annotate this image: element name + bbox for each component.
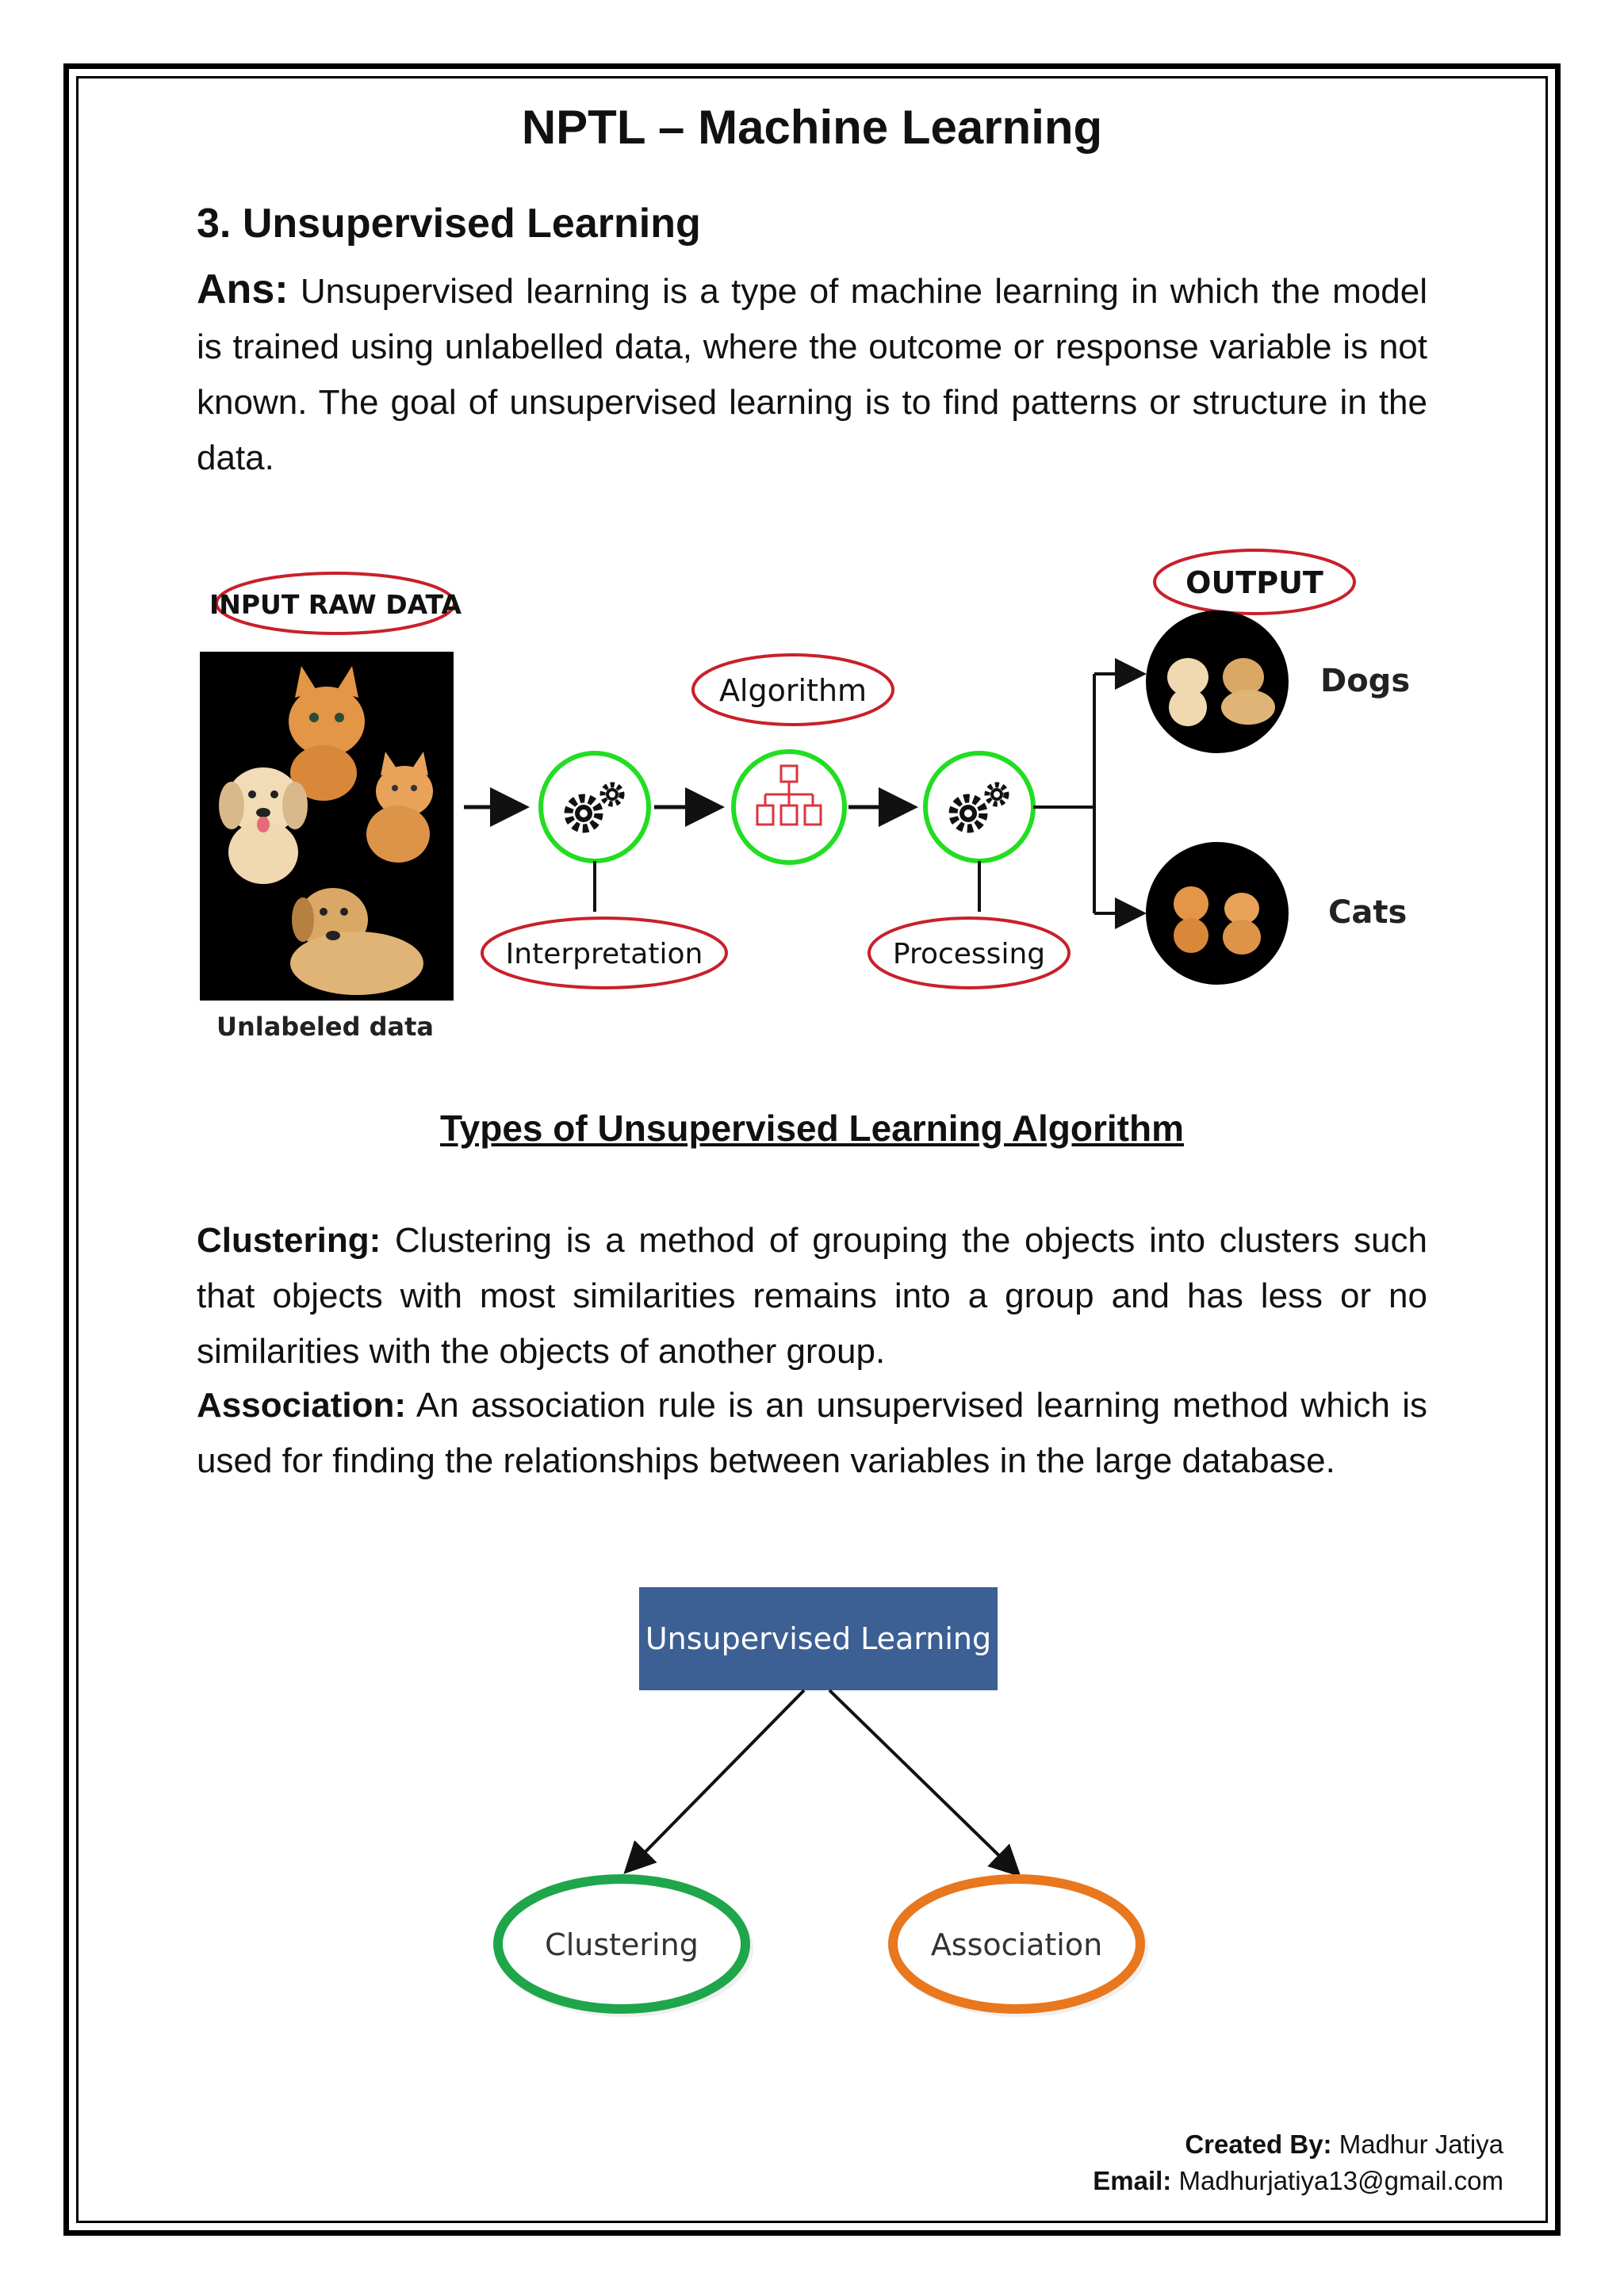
clustering-label: Clustering: (197, 1221, 381, 1260)
unsupervised-flow-diagram (190, 539, 1459, 1062)
created-by-label: Created By: (1185, 2130, 1332, 2159)
svg-text:Association: Association (930, 1927, 1103, 1962)
email-value: Madhurjatiya13@gmail.com (1178, 2166, 1503, 2195)
association-text: An association rule is an unsupervised learning method which is used for finding the relationships between variables in the large database. (197, 1386, 1427, 1480)
association-paragraph (197, 1378, 1427, 1489)
association-label: Association: (197, 1386, 407, 1425)
interpretation-gears-icon (541, 753, 649, 861)
input-raw-data-label (209, 573, 462, 633)
tree-arrow (829, 1690, 1017, 1873)
answer-label: Ans: (197, 266, 289, 312)
svg-text:OUTPUT: OUTPUT (1185, 565, 1323, 600)
svg-text:Clustering: Clustering (545, 1927, 699, 1962)
footer-created-by (1185, 2130, 1503, 2160)
clustering-node (496, 1879, 753, 2017)
cats-output-icon (1146, 842, 1289, 985)
algorithm-hierarchy-icon (733, 752, 845, 863)
created-by-name: Madhur Jatiya (1339, 2130, 1503, 2159)
svg-text:Processing: Processing (892, 938, 1046, 970)
types-heading: Types of Unsupervised Learning Algorithm (439, 1108, 1184, 1149)
section-heading: 3. Unsupervised Learning (197, 201, 701, 247)
unsupervised-types-diagram (444, 1570, 1174, 2045)
cats-label: Cats (1328, 894, 1408, 931)
dogs-label: Dogs (1320, 663, 1411, 699)
processing-label (869, 918, 1069, 988)
processing-gears-icon (925, 753, 1033, 861)
output-label (1155, 550, 1354, 614)
clustering-paragraph (197, 1213, 1427, 1380)
tree-arrow (628, 1690, 804, 1869)
answer-text: Unsupervised learning is a type of machine learning in which the model is trained using unlabelled data, where the outcome or response variable is not known. The goal of unsupervised learning is to find patterns or structure in the data. (197, 272, 1427, 477)
clustering-text: Clustering is a method of grouping the objects into clusters such that objects with most similarities remains into a group and has less or no similarities with the objects of another group. (197, 1221, 1427, 1371)
footer-email (1093, 2166, 1503, 2196)
svg-text:Algorithm: Algorithm (718, 673, 868, 708)
svg-text:Unsupervised Learning: Unsupervised Learning (645, 1621, 992, 1656)
dogs-output-icon (1146, 610, 1289, 753)
answer-paragraph (197, 262, 1427, 486)
unsupervised-learning-node (639, 1587, 998, 1690)
puppy-illustration (219, 767, 308, 884)
association-node (891, 1879, 1148, 2017)
document-title: NPTL – Machine Learning (521, 101, 1103, 154)
interpretation-label (482, 918, 726, 988)
unlabeled-data-image (200, 652, 454, 1001)
svg-text:INPUT RAW DATA: INPUT RAW DATA (209, 589, 462, 620)
algorithm-label (693, 655, 893, 725)
svg-text:Interpretation: Interpretation (505, 938, 703, 970)
unlabeled-data-caption: Unlabeled data (216, 1012, 435, 1042)
email-label: Email: (1093, 2166, 1172, 2195)
